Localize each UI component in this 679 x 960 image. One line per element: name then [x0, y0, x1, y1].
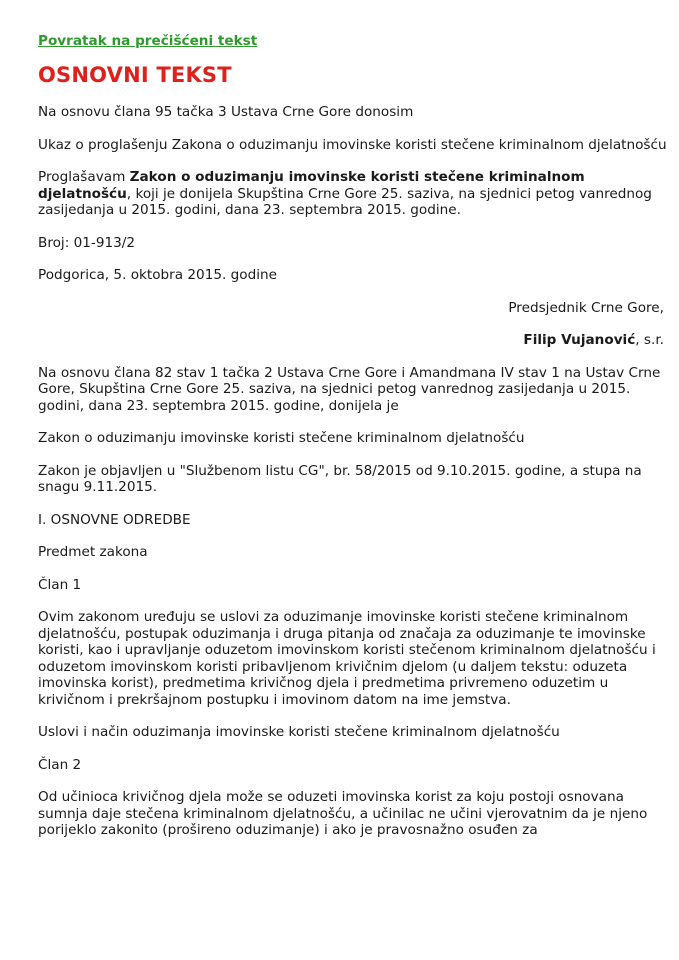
ukaz-title: Ukaz o proglašenju Zakona o oduzimanju imovinske koristi stečene kriminalnom djelatnošću	[38, 136, 667, 153]
proclamation-prefix: Proglašavam	[38, 169, 130, 185]
signatory-role: Predsjednik Crne Gore,	[508, 299, 664, 316]
conditions-heading: Uslovi i način oduzimanja imovinske koristi stečene kriminalnom djelatnošću	[38, 724, 560, 740]
proclamation-law-name: Zakon o oduzimanju imovinske koristi stečene kriminalnom djelatnošću	[38, 169, 585, 202]
article-1-label: Član 1	[38, 576, 82, 593]
law-basis-paragraph: Na osnovu člana 82 stav 1 tačka 2 Ustava Crne Gore i Amandmana IV stav 1 na Ustav Crne Gore, Skupština Crne Gore 25. saziva, na sjednici petog vanrednog zasijedanja u 2015. godini, dana 23. septembra 2015. godine, donijela je	[38, 364, 661, 414]
page-title: OSNOVNI TEKST	[38, 63, 232, 87]
law-title: Zakon o oduzimanju imovinske koristi stečene kriminalnom djelatnošću	[38, 430, 525, 446]
article-2-text: Od učinioca krivičnog djela može se oduzeti imovinska korist za koju postoji osnovana sumnja daje stečena kriminalnom djelatnošću, a učinilac ne učini vjerovatnim da je njeno porijeklo zakonito (prošireno oduzimanje) i ako je pravosnažno osuđen za	[38, 789, 648, 838]
preamble-paragraph: Na osnovu člana 95 tačka 3 Ustava Crne Gore donosim	[38, 104, 414, 120]
publication-note: Zakon je objavljen u "Službenom listu CG", br. 58/2015 od 9.10.2015. godine, a stupa na snagu 9.11.2015.	[38, 462, 642, 495]
article-2-label: Član 2	[38, 756, 82, 773]
proclamation-suffix: , koji je donijela Skupština Crne Gore 25. saziva, na sjednici petog vanrednog zasijedanja u 2015. godini, dana 23. septembra 2015. godine.	[38, 185, 652, 218]
signatory-line	[38, 332, 664, 349]
article-1-text: Ovim zakonom uređuju se uslovi za oduzimanje imovinske koristi stečene kriminalnom djelatnošću, postupak oduzimanja i druga pitanja od značaja za oduzimanje te imovinske koristi, kao i upravljanje oduzetom imovinskom koristi stečenom kriminalnom djelatnošću i oduzetom imovinskom koristi pribavljenom krivičnim djelom (u daljem tekstu: oduzeta imovinska korist), predmetima krivičnog djela i predmetima privremeno oduzetim u krivičnom i prekršajnom postupku i imovinom datom na ime jemstva.	[38, 609, 656, 708]
signatory-name: Filip Vujanović	[523, 332, 636, 348]
section-heading: I. OSNOVNE ODREDBE	[38, 511, 191, 528]
back-to-consolidated-link[interactable]: Povratak na prečišćeni tekst	[38, 33, 258, 49]
subject-heading: Predmet zakona	[38, 544, 148, 560]
document-body	[38, 32, 668, 855]
proclamation-paragraph	[38, 169, 668, 219]
place-and-date: Podgorica, 5. oktobra 2015. godine	[38, 267, 277, 283]
document-number: Broj: 01-913/2	[38, 234, 135, 251]
signatory-suffix: , s.r.	[635, 332, 664, 348]
